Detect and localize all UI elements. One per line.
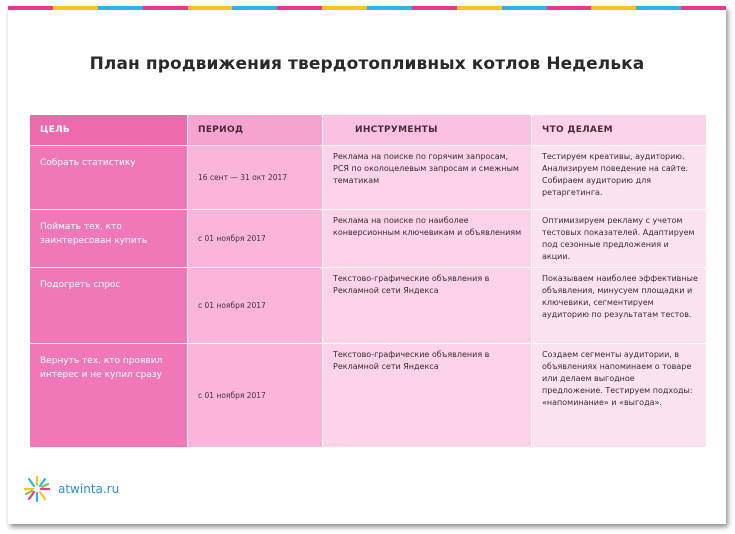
stripe-segment bbox=[681, 6, 726, 10]
table-row bbox=[30, 210, 707, 268]
header-actions: ЧТО ДЕЛАЕМ bbox=[532, 115, 707, 146]
footer bbox=[24, 476, 119, 502]
cell-goal: Поймать тех, кто заинтересован купить bbox=[30, 210, 188, 268]
stripe-segment bbox=[547, 6, 592, 10]
cell-tools: Текстово-графические объявления в Рекламной сети Яндекса bbox=[323, 268, 532, 344]
slide bbox=[8, 6, 726, 524]
page-title: План продвижения твердотопливных котлов Неделька bbox=[89, 54, 645, 74]
stripe-segment bbox=[367, 6, 412, 10]
cell-goal: Вернуть тех, кто проявил интерес и не купил сразу bbox=[30, 344, 188, 448]
cell-period: с 01 ноября 2017 bbox=[188, 268, 323, 344]
header-period: ПЕРИОД bbox=[188, 115, 323, 146]
table-row bbox=[30, 268, 707, 344]
stripe-segment bbox=[322, 6, 367, 10]
cell-period: 16 сент — 31 окт 2017 bbox=[188, 146, 323, 210]
header-tools: ИНСТРУМЕНТЫ bbox=[323, 115, 532, 146]
cell-actions: Оптимизируем рекламу с учетом тестовых показателей. Адаптируем под сезонные предложения и акции. bbox=[532, 210, 707, 268]
cell-goal: Собрать статистику bbox=[30, 146, 188, 210]
cell-tools: Текстово-графические объявления в Рекламной сети Яндекса bbox=[323, 344, 532, 448]
table-header-row bbox=[30, 115, 707, 146]
stripe-segment bbox=[188, 6, 233, 10]
table-row bbox=[30, 344, 707, 448]
stripe-segment bbox=[636, 6, 681, 10]
top-color-stripe bbox=[8, 6, 726, 10]
cell-period: с 01 ноября 2017 bbox=[188, 344, 323, 448]
stripe-segment bbox=[8, 6, 53, 10]
stripe-segment bbox=[143, 6, 188, 10]
stripe-segment bbox=[502, 6, 547, 10]
cell-actions: Создаем сегменты аудитории, в объявлениях напоминаем о товаре или делаем выгодное предложение. Тестируем подходы: «напоминание» и «выгода». bbox=[532, 344, 707, 448]
cell-actions: Показываем наиболее эффективные объявления, минусуем площадки и ключевики, сегментируем аудиторию по результатам тестов. bbox=[532, 268, 707, 344]
promotion-plan-table bbox=[29, 114, 707, 448]
brand-link[interactable]: atwinta.ru bbox=[58, 482, 120, 496]
stripe-segment bbox=[53, 6, 98, 10]
stripe-segment bbox=[591, 6, 636, 10]
cell-period: с 01 ноября 2017 bbox=[188, 210, 323, 268]
stripe-segment bbox=[412, 6, 457, 10]
cell-actions: Тестируем креативы, аудиторию. Анализируем поведение на сайте. Собираем аудиторию для ретаргетинга. bbox=[532, 146, 707, 210]
stripe-segment bbox=[277, 6, 322, 10]
header-goal: ЦЕЛЬ bbox=[30, 115, 188, 146]
cell-tools: Реклама на поиске по наиболее конверсионным ключевикам и объявлениям bbox=[323, 210, 532, 268]
sunburst-logo-icon bbox=[24, 476, 50, 502]
cell-tools: Реклама на поиске по горячим запросам, РСЯ по околоцелевым запросам и смежным тематикам bbox=[323, 146, 532, 210]
stripe-segment bbox=[457, 6, 502, 10]
stripe-segment bbox=[98, 6, 143, 10]
cell-goal: Подогреть спрос bbox=[30, 268, 188, 344]
table-row bbox=[30, 146, 707, 210]
stripe-segment bbox=[232, 6, 277, 10]
